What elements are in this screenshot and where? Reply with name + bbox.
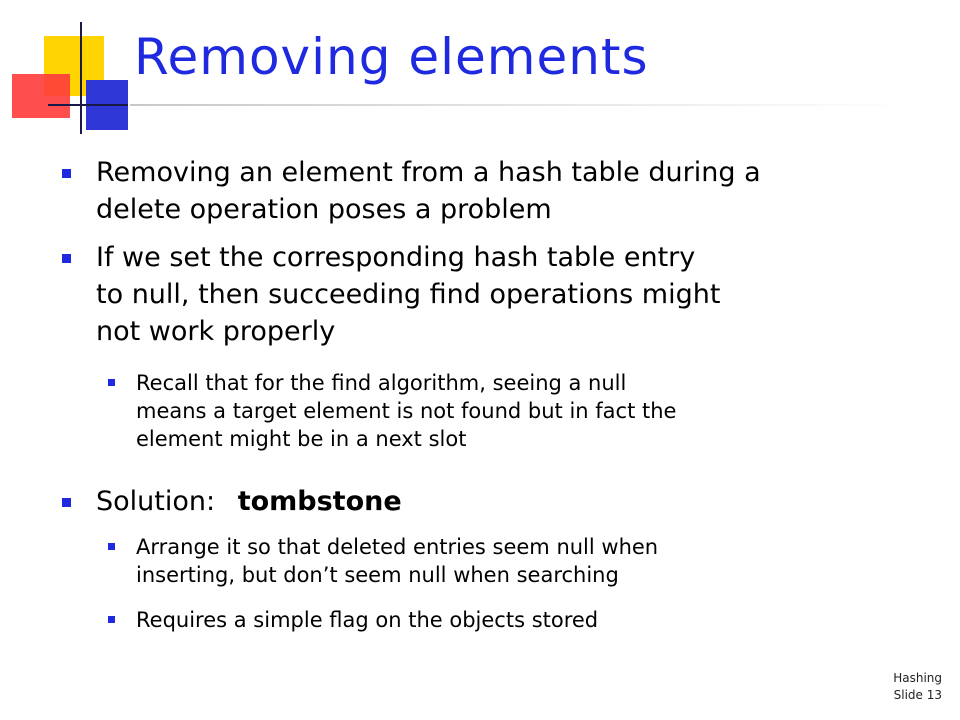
sub-bullet-2-1 bbox=[136, 369, 896, 453]
logo-red-square bbox=[12, 74, 70, 118]
bullet-2 bbox=[96, 239, 906, 350]
bullet-marker bbox=[62, 254, 71, 263]
bullet-1 bbox=[96, 154, 906, 228]
footer-slide-number: Slide 13 bbox=[893, 688, 942, 702]
logo-vertical-line bbox=[80, 22, 82, 134]
bullet-3 bbox=[96, 483, 906, 520]
bullet-2-line-3: not work properly bbox=[96, 316, 336, 347]
sub-bullet-marker bbox=[108, 616, 115, 623]
bullet-2-line-1: If we set the corresponding hash table entry bbox=[96, 242, 696, 273]
bullet-1-line-2: delete operation poses a problem bbox=[96, 194, 552, 225]
bullet-3-line-1 bbox=[96, 483, 906, 520]
sub-bullet-marker bbox=[108, 543, 115, 550]
sub-bullet-3-1-line-2: inserting, but don’t seem null when searching bbox=[136, 563, 619, 587]
bullet-marker bbox=[62, 498, 71, 507]
bullet-marker bbox=[62, 169, 71, 178]
sub-bullet-marker bbox=[108, 379, 115, 386]
slide-footer bbox=[893, 670, 942, 704]
bullet-2-line-2: to null, then succeeding find operations might bbox=[96, 279, 721, 310]
slide-title: Removing elements bbox=[134, 28, 649, 86]
sub-bullet-2-1-line-3: element might be in a next slot bbox=[136, 427, 467, 451]
solution-label: Solution: bbox=[96, 486, 216, 517]
bullet-1-line-1: Removing an element from a hash table during a bbox=[96, 157, 761, 188]
sub-bullet-2-1-line-1: Recall that for the find algorithm, seeing a null bbox=[136, 371, 627, 395]
sub-bullet-3-1 bbox=[136, 533, 896, 589]
solution-term: tombstone bbox=[237, 486, 402, 517]
logo-horizontal-line bbox=[48, 104, 128, 106]
footer-topic: Hashing bbox=[893, 671, 942, 685]
sub-bullet-3-2 bbox=[136, 606, 896, 634]
title-underline bbox=[130, 104, 910, 106]
sub-bullet-3-1-line-1: Arrange it so that deleted entries seem null when bbox=[136, 535, 659, 559]
sub-bullet-3-2-line-1: Requires a simple flag on the objects stored bbox=[136, 608, 599, 632]
slide-logo bbox=[0, 0, 140, 140]
sub-bullet-2-1-line-2: means a target element is not found but in fact the bbox=[136, 399, 677, 423]
